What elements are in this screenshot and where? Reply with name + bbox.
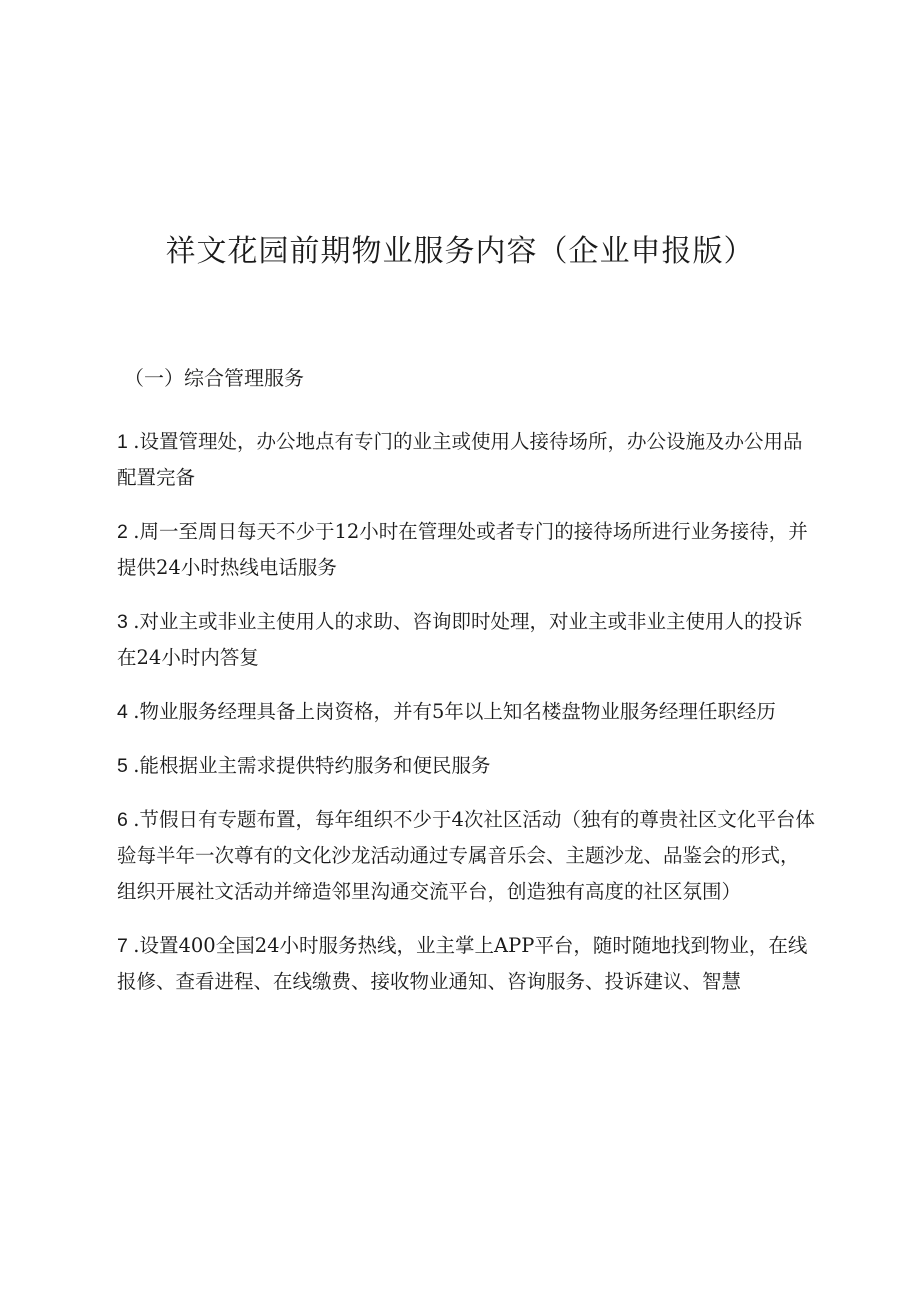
list-item — [117, 604, 817, 676]
item-number: 5 — [117, 755, 128, 777]
item-text: .节假日有专题布置，每年组织不少于4次社区活动（独有的尊贵社区文化平台体验每半年一次尊有的文化沙龙活动通过专属音乐会、主题沙龙、品鉴会的形式，组织开展社文活动并缔造邻里沟通交流平台，创造独有高度的社区氛围） — [117, 808, 815, 903]
item-text: .设置管理处，办公地点有专门的业主或使用人接待场所，办公设施及办公用品配置完备 — [117, 430, 803, 489]
list-item — [117, 748, 817, 784]
list-item — [117, 928, 817, 1000]
list-item — [117, 424, 817, 496]
item-number: 3 — [117, 611, 128, 633]
item-text: .对业主或非业主使用人的求助、咨询即时处理，对业主或非业主使用人的投诉在24小时内答复 — [117, 610, 803, 669]
item-number: 1 — [117, 431, 128, 453]
item-text: .设置400全国24小时服务热线，业主掌上APP平台，随时随地找到物业，在线报修、查看进程、在线缴费、接收物业通知、咨询服务、投诉建议、智慧 — [117, 934, 808, 993]
item-text: .周一至周日每天不少于12小时在管理处或者专门的接待场所进行业务接待，并提供24小时热线电话服务 — [117, 520, 808, 579]
item-number: 2 — [117, 521, 128, 543]
item-text: .能根据业主需求提供特约服务和便民服务 — [133, 754, 491, 777]
list-item — [117, 514, 817, 586]
list-item — [117, 694, 817, 730]
document-body — [117, 424, 817, 1018]
item-number: 7 — [117, 935, 128, 957]
document-title: 祥文花园前期物业服务内容（企业申报版） — [165, 234, 755, 269]
item-text: .物业服务经理具备上岗资格，并有5年以上知名楼盘物业服务经理任职经历 — [133, 700, 776, 723]
section-heading: （一）综合管理服务 — [124, 366, 304, 390]
item-number: 6 — [117, 809, 128, 831]
list-item — [117, 802, 817, 910]
item-number: 4 — [117, 701, 128, 723]
